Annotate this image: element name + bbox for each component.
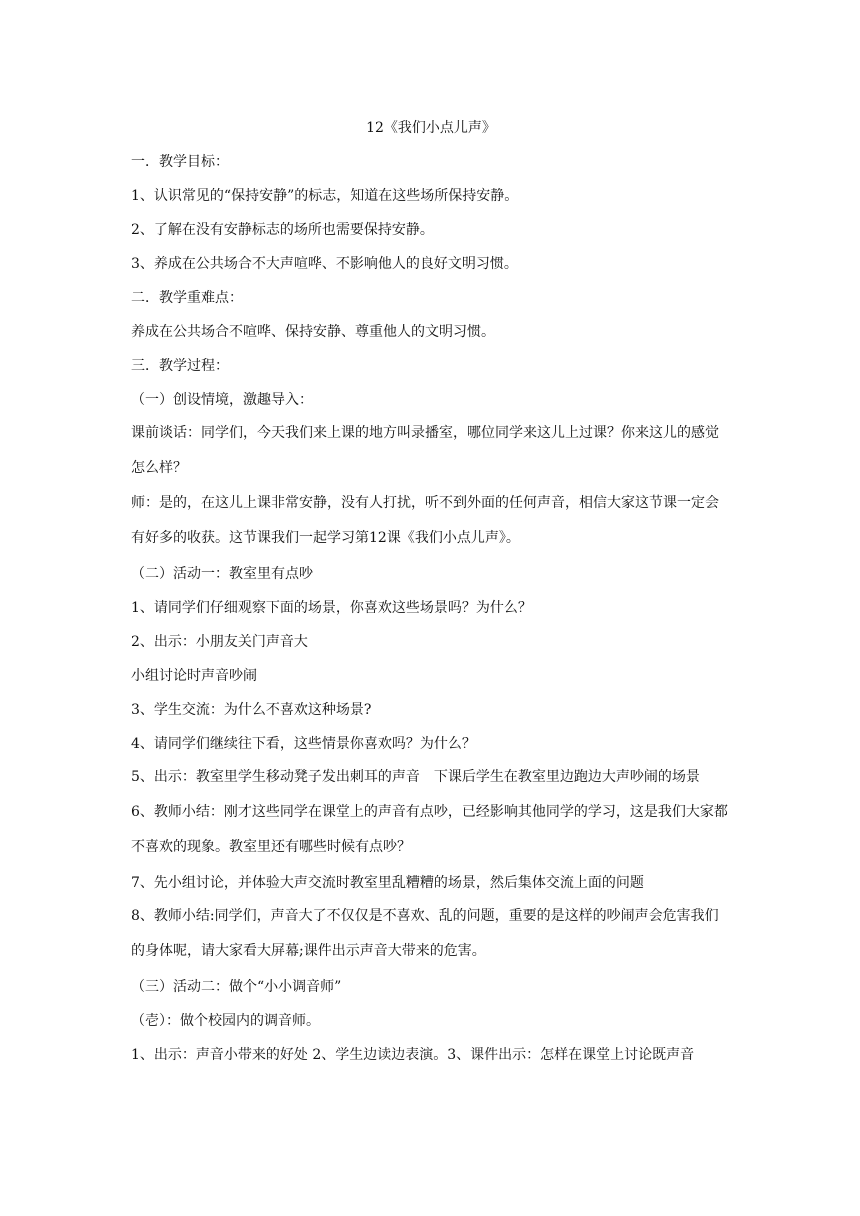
- paragraph: 课前谈话：同学们，今天我们来上课的地方叫录播室，哪位同学来这儿上过课？你来这儿的感觉怎么样？: [131, 425, 719, 476]
- paragraph: 3、养成在公共场合不大声喧哗、不影响他人的良好文明习惯。: [131, 256, 518, 272]
- paragraph: （三）活动二：做个“小小调音师”: [131, 979, 342, 995]
- document-title: 12《我们小点儿声》: [366, 120, 496, 136]
- paragraph: 5、出示：教室里学生移动凳子发出刺耳的声音 下课后学生在教室里边跑边大声吵闹的场景: [131, 769, 700, 785]
- paragraph: 三．教学过程：: [131, 358, 229, 374]
- paragraph: 二．教学重难点：: [131, 290, 243, 306]
- paragraph: 6、教师小结：刚才这些同学在课堂上的声音有点吵，已经影响其他同学的学习，这是我们大家都不喜欢的现象。教室里还有哪些时候有点吵？: [131, 804, 728, 855]
- paragraph: 3、学生交流：为什么不喜欢这种场景?: [131, 702, 372, 718]
- paragraph: （二）活动一：教室里有点吵: [131, 566, 313, 582]
- paragraph: 8、教师小结:同学们，声音大了不仅仅是不喜欢、乱的问题，重要的是这样的吵闹声会危害我们的身体呢，请大家看大屏幕;课件出示声音大带来的危害。: [131, 908, 719, 959]
- paragraph: 养成在公共场合不喧哗、保持安静、尊重他人的文明习惯。: [131, 324, 495, 340]
- paragraph: 一．教学目标：: [131, 154, 229, 170]
- paragraph: 2、出示：小朋友关门声音大: [131, 634, 308, 650]
- paragraph: 师：是的，在这儿上课非常安静，没有人打扰，听不到外面的任何声音，相信大家这节课一定会有好多的收获。这节课我们一起学习第12课《我们小点儿声》。: [131, 495, 719, 546]
- paragraph: （壱）：做个校园内的调音师。: [131, 1013, 320, 1029]
- paragraph: （一）创设情境，激趣导入：: [131, 392, 313, 408]
- document-body: [131, 118, 731, 1065]
- paragraph: 2、了解在没有安静标志的场所也需要保持安静。: [131, 222, 434, 238]
- paragraph: 7、先小组讨论，并体验大声交流时教室里乱糟糟的场景，然后集体交流上面的问题: [131, 875, 644, 891]
- paragraph: 1、出示：声音小带来的好处 2、学生边读边表演。3、课件出示：怎样在课堂上讨论既声音: [131, 1047, 695, 1063]
- paragraph: 1、认识常见的“保持安静”的标志，知道在这些场所保持安静。: [131, 188, 519, 204]
- paragraph: 4、请同学们继续往下看，这些情景你喜欢吗？为什么？: [131, 736, 476, 752]
- paragraph: 1、请同学们仔细观察下面的场景，你喜欢这些场景吗？为什么？: [131, 600, 532, 616]
- paragraph: 小组讨论时声音吵闹: [131, 668, 257, 684]
